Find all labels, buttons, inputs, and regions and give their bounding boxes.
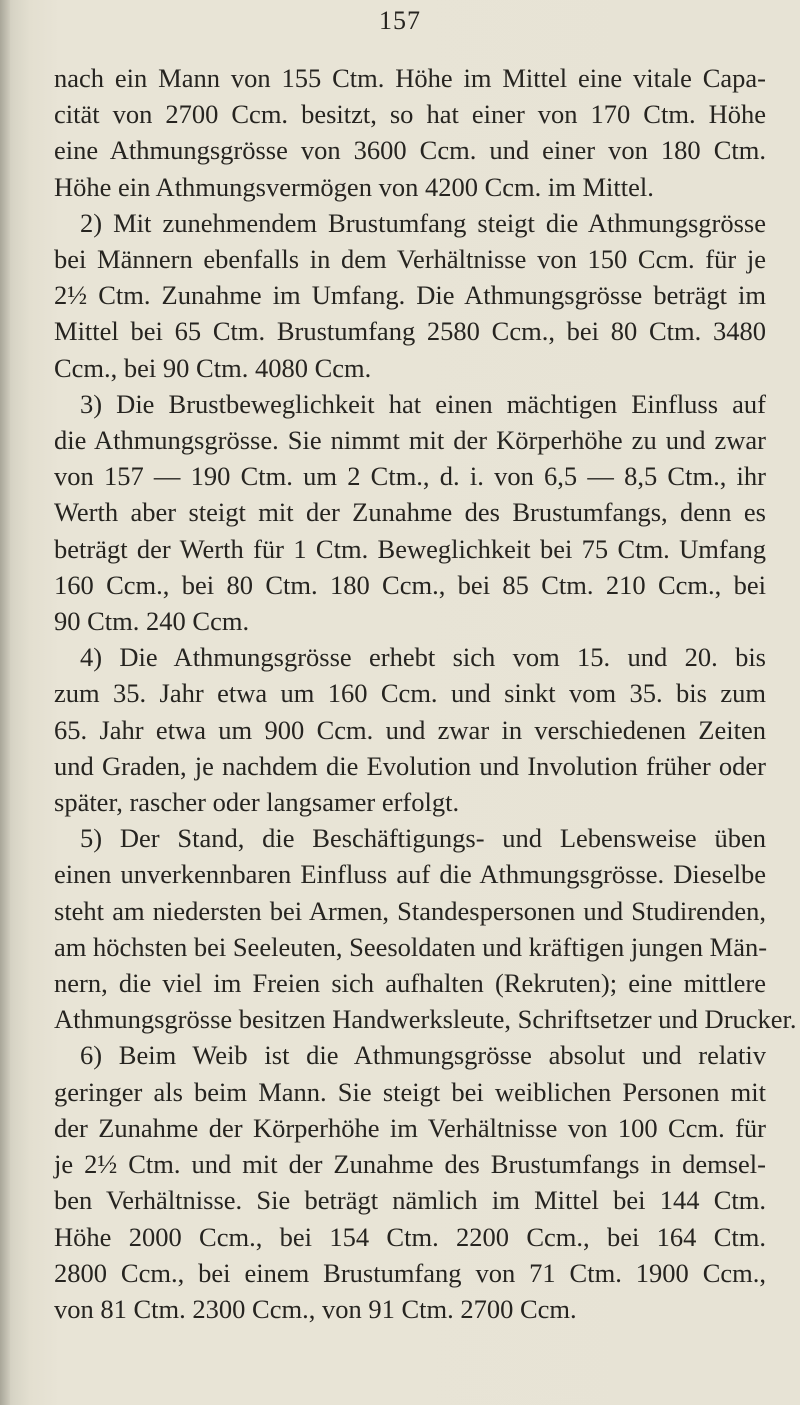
text-line: 6) Beim Weib ist die Athmungsgrösse absolut und relativ (80, 1040, 766, 1071)
text-line: von 81 Ctm. 2300 Ccm., von 91 Ctm. 2700 Ccm. (54, 1293, 577, 1324)
text-line: die Athmungsgrösse. Sie nimmt mit der Körperhöhe zu und zwar (54, 425, 766, 456)
text-line: 3) Die Brustbeweglichkeit hat einen mächtigen Einfluss auf (80, 388, 766, 419)
body-text (54, 60, 797, 1327)
text-line: zum 35. Jahr etwa um 160 Ccm. und sinkt vom 35. bis zum (54, 678, 766, 709)
text-line: Mittel bei 65 Ctm. Brustumfang 2580 Ccm., bei 80 Ctm. 3480 (54, 316, 766, 347)
text-line: Ccm., bei 90 Ctm. 4080 Ccm. (54, 352, 372, 383)
text-line: am höchsten bei Seeleuten, Seesoldaten und kräftigen jungen Män- (54, 931, 768, 962)
text-line: der Zunahme der Körperhöhe im Verhältnisse von 100 Ccm. für (54, 1112, 766, 1143)
text-line: 160 Ccm., bei 80 Ctm. 180 Ccm., bei 85 Ctm. 210 Ccm., bei (54, 569, 766, 600)
text-line: eine Athmungsgrösse von 3600 Ccm. und einer von 180 Ctm. (54, 135, 766, 166)
text-line: später, rascher oder langsamer erfolgt. (54, 787, 460, 818)
text-line: 2) Mit zunehmendem Brustumfang steigt die Athmungsgrösse (80, 207, 766, 238)
text-line: 2½ Ctm. Zunahme im Umfang. Die Athmungsgrösse beträgt im (54, 280, 766, 311)
text-line: von 157 — 190 Ctm. um 2 Ctm., d. i. von 6,5 — 8,5 Ctm., ihr (54, 461, 766, 492)
text-line: und Graden, je nachdem die Evolution und Involution früher oder (54, 750, 766, 781)
text-line: 5) Der Stand, die Beschäftigungs- und Lebensweise üben (80, 823, 766, 854)
page-number: 157 (379, 6, 421, 35)
text-line: 90 Ctm. 240 Ccm. (54, 606, 250, 637)
text-line: Athmungsgrösse besitzen Handwerksleute, Schriftsetzer und Drucker. (54, 1004, 797, 1035)
text-line: 2800 Ccm., bei einem Brustumfang von 71 Ctm. 1900 Ccm., (54, 1257, 766, 1288)
text-line: einen unverkennbaren Einfluss auf die Athmungsgrösse. Dieselbe (54, 859, 766, 890)
text-line: nach ein Mann von 155 Ctm. Höhe im Mittel eine vitale Capa- (54, 63, 766, 93)
text-line: Höhe 2000 Ccm., bei 154 Ctm. 2200 Ccm., bei 164 Ctm. (54, 1221, 766, 1252)
text-line: Höhe ein Athmungsvermögen von 4200 Ccm. im Mittel. (54, 171, 654, 202)
text-line: 65. Jahr etwa um 900 Ccm. und zwar in verschiedenen Zeiten (54, 714, 766, 745)
text-line: steht am niedersten bei Armen, Standespersonen und Studirenden, (54, 895, 766, 926)
text-line: je 2½ Ctm. und mit der Zunahme des Brustumfangs in demsel- (54, 1149, 766, 1180)
text-line: bei Männern ebenfalls in dem Verhältnisse von 150 Ccm. für je (54, 244, 766, 275)
text-line: 4) Die Athmungsgrösse erhebt sich vom 15. und 20. bis (80, 642, 766, 673)
page-gutter-shadow (0, 0, 10, 1405)
text-line: cität von 2700 Ccm. besitzt, so hat einer von 170 Ctm. Höhe (54, 99, 766, 130)
text-line: beträgt der Werth für 1 Ctm. Beweglichkeit bei 75 Ctm. Umfang (54, 533, 766, 564)
text-line: nern, die viel im Freien sich aufhalten (Rekruten); eine mittlere (54, 968, 766, 999)
text-line: ben Verhältnisse. Sie beträgt nämlich im Mittel bei 144 Ctm. (54, 1185, 766, 1216)
text-line: Werth aber steigt mit der Zunahme des Brustumfangs, denn es (54, 497, 766, 528)
text-line: geringer als beim Mann. Sie steigt bei weiblichen Personen mit (54, 1076, 766, 1107)
